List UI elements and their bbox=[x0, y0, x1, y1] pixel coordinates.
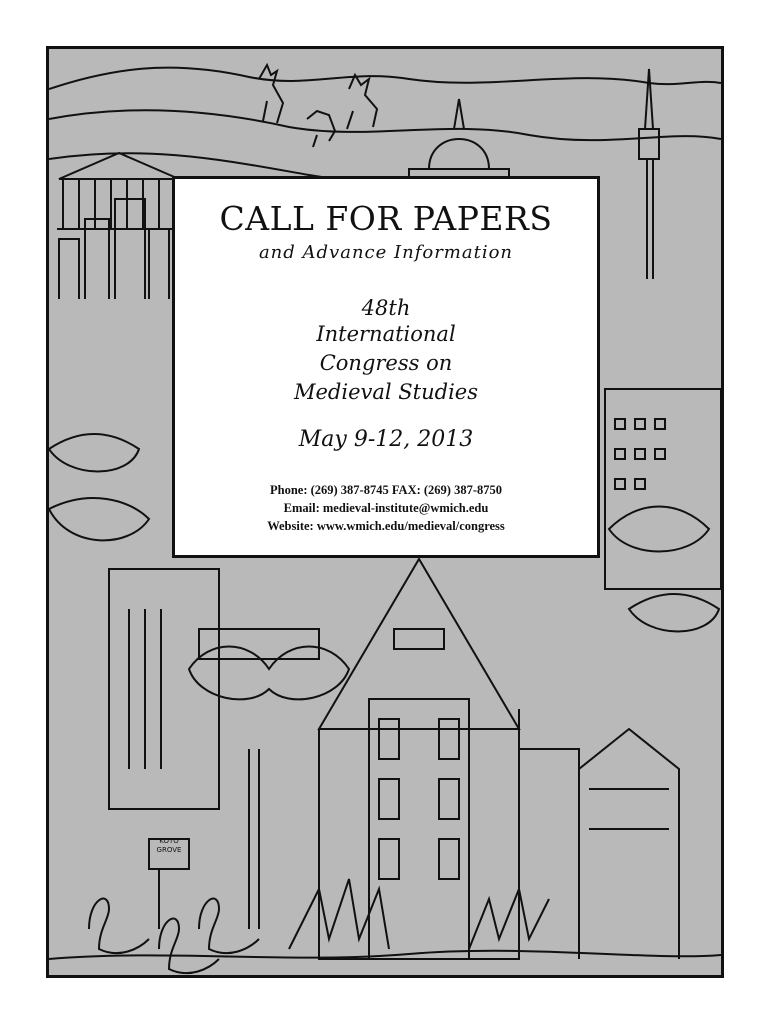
edition-number: 48th bbox=[361, 296, 411, 320]
congress-name-line-3: Medieval Studies bbox=[293, 380, 478, 404]
subtitle: and Advance Information bbox=[258, 242, 514, 263]
congress-name-line-1: International bbox=[316, 322, 456, 346]
signpost-label: KOTO GROVE bbox=[156, 837, 182, 854]
congress-name-line-2: Congress on bbox=[319, 351, 453, 375]
phone-fax: Phone: (269) 387-8745 FAX: (269) 387-8750 bbox=[269, 483, 503, 497]
event-dates: May 9-12, 2013 bbox=[298, 427, 474, 452]
call-for-papers-panel bbox=[172, 176, 600, 558]
page-title: CALL FOR PAPERS bbox=[219, 199, 553, 238]
website-link[interactable]: Website: www.wmich.edu/medieval/congress bbox=[267, 519, 505, 533]
email-address[interactable]: Email: medieval-institute@wmich.edu bbox=[283, 501, 489, 515]
